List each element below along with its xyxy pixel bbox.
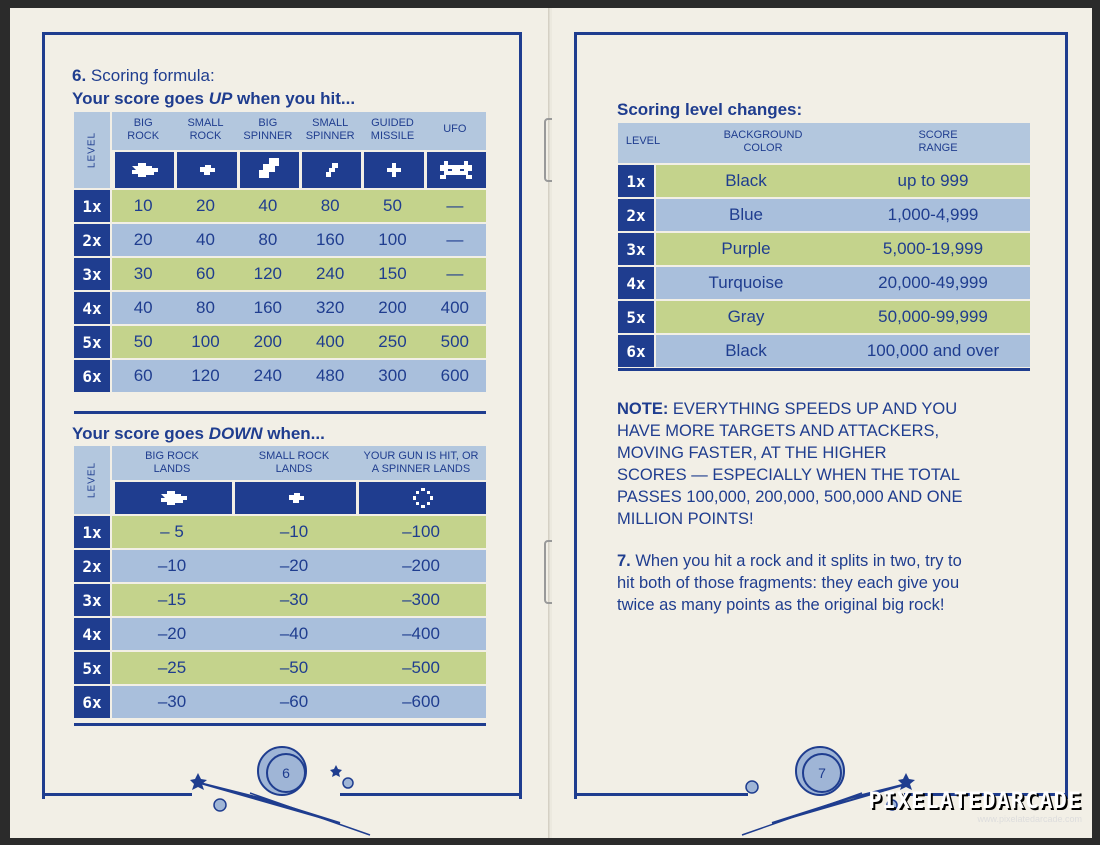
up-table-row xyxy=(74,190,486,224)
down-table-row xyxy=(74,686,486,720)
down-table-row xyxy=(74,618,486,652)
score-cell: — xyxy=(446,230,464,249)
score-cell: 20 xyxy=(196,196,215,215)
level-badge: 4x xyxy=(618,267,654,299)
score-cell: 150 xyxy=(378,264,407,283)
down-table-row xyxy=(74,584,486,618)
penalty-cell: –300 xyxy=(402,590,440,609)
level-badge: 5x xyxy=(74,652,110,684)
penalty-cell: –50 xyxy=(279,658,309,677)
col-level-label: LEVEL xyxy=(625,135,661,147)
down-column-headers xyxy=(112,446,486,480)
level-badge: 2x xyxy=(618,199,654,231)
score-cell: 240 xyxy=(315,264,345,283)
score-range-cell: 1,000-4,999 xyxy=(887,205,979,224)
score-down-heading: Your score goes DOWN when... xyxy=(72,424,325,443)
penalty-cell: –25 xyxy=(157,658,187,677)
penalty-cell: –30 xyxy=(157,692,187,711)
score-cell: 50 xyxy=(133,332,153,351)
level-badge: 6x xyxy=(618,335,654,367)
penalty-cell: –100 xyxy=(402,522,440,541)
up-col-header: UFO xyxy=(443,123,467,135)
col-score-range-label: SCORE RANGE xyxy=(918,129,958,154)
down-col-header: BIG ROCK LANDS xyxy=(145,450,199,475)
penalty-cell: –10 xyxy=(279,522,309,541)
level-change-row xyxy=(618,199,1030,233)
up-col-header: GUIDED MISSILE xyxy=(370,117,415,142)
score-up-heading: Your score goes UP when you hit... xyxy=(72,89,356,108)
star-icon xyxy=(330,765,342,777)
moon-icon xyxy=(214,799,226,811)
col-background-label: BACKGROUND COLOR xyxy=(723,129,803,154)
penalty-cell: –20 xyxy=(279,556,309,575)
watermark xyxy=(868,789,1082,824)
level-changes-heading: Scoring level changes: xyxy=(617,100,803,119)
tip-paragraph-7: 7. When you hit a rock and it splits in two, try to hit both of those fragments: they each give you twice as many points as the original big rock! xyxy=(617,552,962,614)
down-table-row xyxy=(74,516,486,550)
score-cell: 40 xyxy=(133,298,153,317)
score-cell: 300 xyxy=(378,366,407,385)
score-range-cell: 100,000 and over xyxy=(866,341,1000,360)
small-rock-icon xyxy=(232,482,356,514)
score-range-cell: 5,000-19,999 xyxy=(882,239,984,258)
up-icon-row xyxy=(112,152,486,188)
left-bottom-rule-a xyxy=(42,793,192,796)
score-cell: 240 xyxy=(253,366,282,385)
up-table-row xyxy=(74,224,486,258)
level-change-row xyxy=(618,335,1030,369)
level-badge: 4x xyxy=(74,618,110,650)
up-table-row xyxy=(74,326,486,360)
score-cell: 200 xyxy=(378,298,407,317)
level-badge: 5x xyxy=(74,326,110,358)
penalty-cell: –400 xyxy=(402,624,440,643)
right-bottom-rule-a xyxy=(574,793,748,796)
score-cell: 80 xyxy=(196,298,215,317)
level-badge: 3x xyxy=(618,233,654,265)
up-col-header: BIG ROCK xyxy=(127,117,160,142)
background-color-cell: Gray xyxy=(727,307,765,326)
big-spinner-icon xyxy=(237,152,299,188)
score-cell: 500 xyxy=(440,332,469,351)
penalty-cell: –500 xyxy=(402,658,440,677)
background-color-cell: Purple xyxy=(721,239,771,258)
level-badge: 2x xyxy=(74,224,110,256)
score-cell: 20 xyxy=(133,230,153,249)
score-cell: 40 xyxy=(196,230,215,249)
score-cell: 400 xyxy=(440,298,469,317)
big-rock-icon xyxy=(112,482,232,514)
level-badge: 2x xyxy=(74,550,110,582)
down-col-header: YOUR GUN IS HIT, OR A SPINNER LANDS xyxy=(363,450,479,475)
background-color-cell: Blue xyxy=(728,205,764,224)
level-badge: 6x xyxy=(74,360,110,392)
star-icon xyxy=(190,773,207,790)
background-color-cell: Turquoise xyxy=(708,273,784,292)
up-table-rule xyxy=(74,411,486,414)
score-cell: 40 xyxy=(258,196,278,215)
score-cell: 400 xyxy=(315,332,345,351)
score-cell: 60 xyxy=(196,264,215,283)
score-cell: 60 xyxy=(133,366,153,385)
level-badge: 6x xyxy=(74,686,110,718)
star-icon xyxy=(898,773,915,790)
level-badge: 3x xyxy=(74,584,110,616)
right-page xyxy=(552,8,1092,838)
penalty-cell: –30 xyxy=(279,590,309,609)
score-cell: 200 xyxy=(253,332,282,351)
score-cell: 30 xyxy=(133,264,153,283)
level-badge: 3x xyxy=(74,258,110,290)
score-cell: — xyxy=(446,264,464,283)
score-cell: 160 xyxy=(253,298,282,317)
score-cell: — xyxy=(446,196,464,215)
score-cell: 480 xyxy=(315,366,345,385)
score-cell: 320 xyxy=(315,298,345,317)
penalty-cell: –15 xyxy=(157,590,187,609)
score-cell: 80 xyxy=(258,230,278,249)
level-badge: 1x xyxy=(618,165,654,197)
level-table-header xyxy=(618,123,1030,163)
level-change-row xyxy=(618,165,1030,199)
level-badge: 1x xyxy=(74,516,110,548)
level-table-rule xyxy=(618,368,1030,371)
level-badge: 5x xyxy=(618,301,654,333)
up-table-row xyxy=(74,292,486,326)
score-cell: 600 xyxy=(440,366,469,385)
level-change-row xyxy=(618,301,1030,335)
down-level-header: LEVEL xyxy=(74,446,110,514)
level-header: LEVEL xyxy=(74,112,110,188)
note-paragraph: NOTE: EVERYTHING SPEEDS UP AND YOU HAVE MORE TARGETS AND ATTACKERS, MOVING FASTER, AT THE HIGHER SCORES — ESPECIALLY WHEN THE TOTAL PASSES 100,000, 200,000, 500,000 AND ONE MILLION POINTS! xyxy=(617,400,963,528)
score-cell: 100 xyxy=(191,332,220,351)
page-number-6: 6 xyxy=(266,753,306,793)
up-table-row xyxy=(74,258,486,292)
small-rock-icon xyxy=(174,152,236,188)
score-cell: 160 xyxy=(315,230,345,249)
score-range-cell: 50,000-99,999 xyxy=(878,307,988,326)
left-page xyxy=(10,8,550,838)
up-col-header: BIG SPINNER xyxy=(243,117,293,142)
small-spinner-icon xyxy=(299,152,361,188)
up-column-headers xyxy=(112,112,486,150)
down-table-row xyxy=(74,550,486,584)
score-cell: 120 xyxy=(253,264,282,283)
score-up-table xyxy=(74,112,486,412)
penalty-cell: – 5 xyxy=(160,522,184,541)
score-range-cell: 20,000-49,999 xyxy=(878,273,988,292)
level-change-row xyxy=(618,267,1030,301)
up-col-header: SMALL ROCK xyxy=(187,117,224,142)
penalty-cell: –20 xyxy=(157,624,187,643)
up-table-row xyxy=(74,360,486,394)
penalty-cell: –600 xyxy=(402,692,440,711)
score-down-table xyxy=(74,446,486,726)
guided-missile-icon xyxy=(361,152,423,188)
moon-icon xyxy=(746,781,758,793)
background-color-cell: Black xyxy=(725,341,767,360)
penalty-cell: –200 xyxy=(402,556,440,575)
explosion-icon xyxy=(356,482,486,514)
level-change-row xyxy=(618,233,1030,267)
down-table-row xyxy=(74,652,486,686)
level-badge: 4x xyxy=(74,292,110,324)
score-cell: 120 xyxy=(191,366,220,385)
watermark-url: www.pixelatedarcade.com xyxy=(977,814,1082,824)
score-range-cell: up to 999 xyxy=(897,171,969,190)
page-number-7: 7 xyxy=(802,753,842,793)
penalty-cell: –60 xyxy=(279,692,309,711)
penalty-cell: –40 xyxy=(279,624,309,643)
score-cell: 10 xyxy=(133,196,153,215)
down-icon-row xyxy=(112,482,486,514)
score-cell: 50 xyxy=(383,196,402,215)
big-rock-icon xyxy=(112,152,174,188)
background-color-cell: Black xyxy=(725,171,767,190)
up-col-header: SMALL SPINNER xyxy=(305,117,355,142)
watermark-title: PIXELATEDARCADE xyxy=(868,789,1082,814)
score-cell: 250 xyxy=(378,332,407,351)
section-title-6: 6. Scoring formula: xyxy=(72,66,215,85)
down-table-rule xyxy=(74,723,486,726)
moon-icon xyxy=(343,778,353,788)
down-col-header: SMALL ROCK LANDS xyxy=(258,450,330,475)
score-cell: 100 xyxy=(378,230,407,249)
penalty-cell: –10 xyxy=(157,556,187,575)
score-cell: 80 xyxy=(320,196,340,215)
ufo-icon xyxy=(424,152,486,188)
level-badge: 1x xyxy=(74,190,110,222)
level-changes-table xyxy=(618,123,1030,373)
